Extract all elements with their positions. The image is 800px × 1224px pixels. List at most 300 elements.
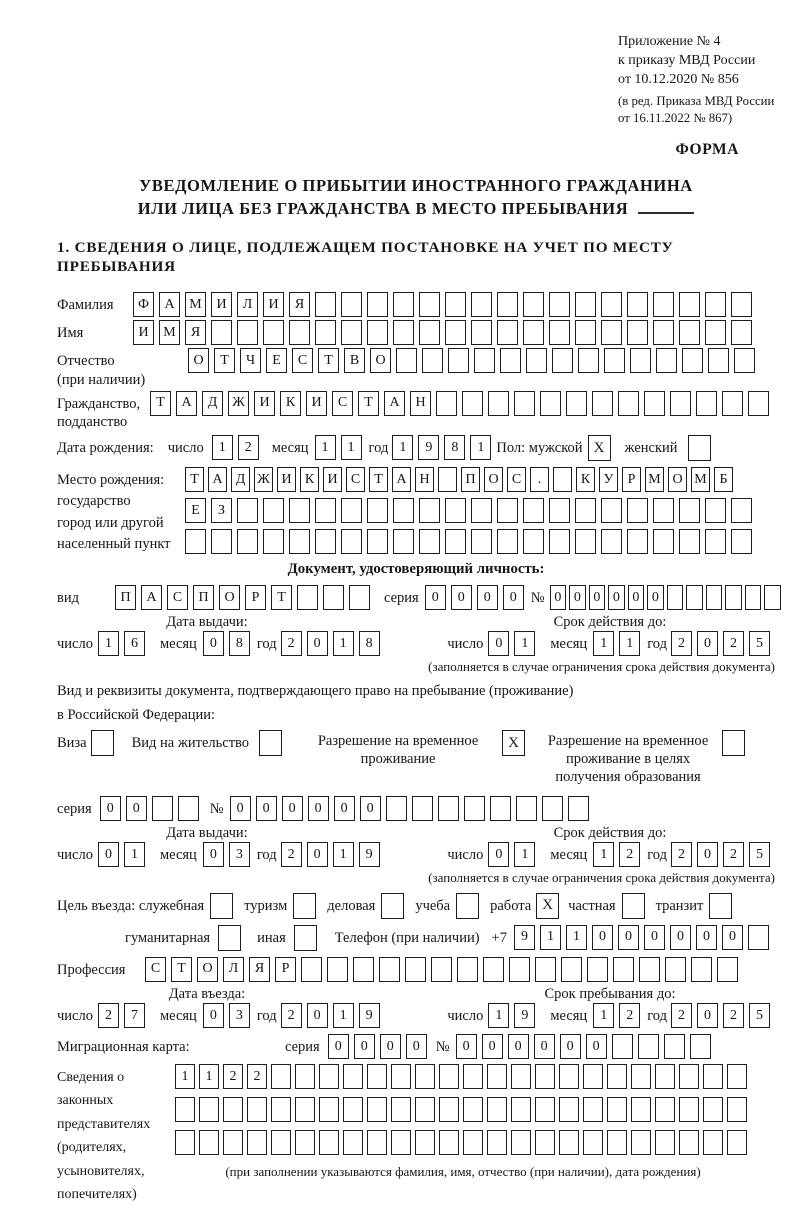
char-cell[interactable] [474, 348, 495, 373]
char-cell[interactable] [656, 348, 677, 373]
char-cell[interactable]: 7 [124, 1003, 145, 1028]
char-cell[interactable]: 0 [307, 842, 328, 867]
char-cell[interactable]: 5 [749, 1003, 770, 1028]
char-cell[interactable]: П [461, 467, 480, 492]
char-cell[interactable]: 1 [488, 1003, 509, 1028]
char-cell[interactable] [223, 1097, 243, 1122]
char-cell[interactable] [553, 467, 572, 492]
char-cell[interactable] [559, 1130, 579, 1155]
char-cell[interactable] [607, 1130, 627, 1155]
char-cell[interactable] [463, 1130, 483, 1155]
char-cell[interactable] [175, 1097, 195, 1122]
char-cell[interactable]: 0 [647, 585, 664, 610]
char-cell[interactable] [703, 1130, 723, 1155]
char-cell[interactable]: 0 [126, 796, 147, 821]
char-cell[interactable] [263, 498, 284, 523]
char-cell[interactable]: 0 [697, 631, 718, 656]
char-cell[interactable] [471, 320, 492, 345]
char-cell[interactable] [343, 1064, 363, 1089]
char-cell[interactable] [367, 498, 388, 523]
char-cell[interactable]: 2 [619, 1003, 640, 1028]
char-cell[interactable] [725, 585, 742, 610]
char-cell[interactable]: Т [214, 348, 235, 373]
char-cell[interactable]: 2 [247, 1064, 267, 1089]
char-cell[interactable] [445, 320, 466, 345]
char-cell[interactable] [587, 957, 608, 982]
char-cell[interactable]: И [323, 467, 342, 492]
char-cell[interactable] [175, 1130, 195, 1155]
char-cell[interactable] [535, 957, 556, 982]
char-cell[interactable] [511, 1130, 531, 1155]
char-cell[interactable] [604, 348, 625, 373]
char-cell[interactable]: 1 [212, 435, 233, 460]
char-cell[interactable]: 5 [749, 842, 770, 867]
char-cell[interactable]: 0 [586, 1034, 607, 1059]
char-cell[interactable]: А [208, 467, 227, 492]
char-cell[interactable]: 1 [593, 1003, 614, 1028]
char-cell[interactable] [223, 1130, 243, 1155]
char-cell[interactable] [445, 529, 466, 554]
char-cell[interactable]: И [211, 292, 232, 317]
checkbox-cell[interactable]: X [502, 730, 525, 756]
char-cell[interactable] [542, 796, 563, 821]
char-cell[interactable]: 1 [619, 631, 640, 656]
char-cell[interactable] [323, 585, 344, 610]
char-cell[interactable]: Т [271, 585, 292, 610]
char-cell[interactable]: 2 [238, 435, 259, 460]
char-cell[interactable] [315, 529, 336, 554]
char-cell[interactable] [613, 957, 634, 982]
char-cell[interactable]: 1 [514, 842, 535, 867]
char-cell[interactable]: С [145, 957, 166, 982]
char-cell[interactable]: Т [358, 391, 379, 416]
char-cell[interactable] [419, 498, 440, 523]
char-cell[interactable] [549, 292, 570, 317]
char-cell[interactable] [271, 1097, 291, 1122]
char-cell[interactable] [419, 320, 440, 345]
char-cell[interactable] [341, 292, 362, 317]
char-cell[interactable]: 0 [380, 1034, 401, 1059]
char-cell[interactable] [419, 529, 440, 554]
char-cell[interactable]: 8 [229, 631, 250, 656]
char-cell[interactable] [405, 957, 426, 982]
char-cell[interactable] [627, 320, 648, 345]
char-cell[interactable] [664, 1034, 685, 1059]
char-cell[interactable]: М [645, 467, 664, 492]
char-cell[interactable]: 2 [723, 1003, 744, 1028]
char-cell[interactable] [271, 1130, 291, 1155]
char-cell[interactable] [319, 1064, 339, 1089]
char-cell[interactable] [295, 1130, 315, 1155]
char-cell[interactable]: 0 [282, 796, 303, 821]
char-cell[interactable] [237, 529, 258, 554]
char-cell[interactable] [705, 320, 726, 345]
checkbox-cell[interactable] [709, 893, 732, 919]
char-cell[interactable]: А [141, 585, 162, 610]
char-cell[interactable]: С [332, 391, 353, 416]
char-cell[interactable]: 2 [281, 1003, 302, 1028]
char-cell[interactable]: 0 [697, 842, 718, 867]
char-cell[interactable] [727, 1064, 747, 1089]
char-cell[interactable] [601, 529, 622, 554]
char-cell[interactable]: 2 [671, 842, 692, 867]
char-cell[interactable]: 0 [644, 925, 665, 950]
char-cell[interactable] [696, 391, 717, 416]
char-cell[interactable] [341, 529, 362, 554]
char-cell[interactable] [653, 498, 674, 523]
char-cell[interactable] [691, 957, 712, 982]
char-cell[interactable]: Т [318, 348, 339, 373]
char-cell[interactable] [653, 320, 674, 345]
char-cell[interactable] [627, 498, 648, 523]
char-cell[interactable] [583, 1097, 603, 1122]
char-cell[interactable] [705, 292, 726, 317]
char-cell[interactable]: Ч [240, 348, 261, 373]
char-cell[interactable] [343, 1097, 363, 1122]
char-cell[interactable] [462, 391, 483, 416]
char-cell[interactable] [644, 391, 665, 416]
char-cell[interactable]: 1 [315, 435, 336, 460]
char-cell[interactable] [178, 796, 199, 821]
char-cell[interactable] [367, 529, 388, 554]
char-cell[interactable]: О [188, 348, 209, 373]
char-cell[interactable]: 0 [569, 585, 586, 610]
char-cell[interactable]: Т [150, 391, 171, 416]
char-cell[interactable] [487, 1097, 507, 1122]
char-cell[interactable] [764, 585, 781, 610]
char-cell[interactable] [301, 957, 322, 982]
char-cell[interactable] [500, 348, 521, 373]
char-cell[interactable]: 2 [723, 631, 744, 656]
char-cell[interactable]: 0 [425, 585, 446, 610]
char-cell[interactable] [211, 529, 232, 554]
char-cell[interactable]: Н [410, 391, 431, 416]
char-cell[interactable]: Т [369, 467, 388, 492]
char-cell[interactable] [607, 1097, 627, 1122]
char-cell[interactable]: 0 [589, 585, 606, 610]
char-cell[interactable]: 1 [199, 1064, 219, 1089]
char-cell[interactable] [463, 1097, 483, 1122]
char-cell[interactable]: 2 [223, 1064, 243, 1089]
char-cell[interactable]: А [384, 391, 405, 416]
char-cell[interactable]: Е [185, 498, 206, 523]
char-cell[interactable] [514, 391, 535, 416]
char-cell[interactable]: . [530, 467, 549, 492]
char-cell[interactable] [367, 1130, 387, 1155]
char-cell[interactable]: 0 [98, 842, 119, 867]
char-cell[interactable] [419, 292, 440, 317]
char-cell[interactable] [679, 292, 700, 317]
char-cell[interactable]: И [254, 391, 275, 416]
char-cell[interactable]: 2 [671, 631, 692, 656]
char-cell[interactable] [415, 1064, 435, 1089]
char-cell[interactable] [211, 320, 232, 345]
char-cell[interactable] [463, 1064, 483, 1089]
char-cell[interactable] [549, 529, 570, 554]
char-cell[interactable] [745, 585, 762, 610]
char-cell[interactable] [575, 498, 596, 523]
char-cell[interactable]: 9 [418, 435, 439, 460]
char-cell[interactable] [445, 498, 466, 523]
char-cell[interactable]: С [346, 467, 365, 492]
checkbox-cell[interactable] [210, 893, 233, 919]
char-cell[interactable]: 0 [477, 585, 498, 610]
char-cell[interactable] [439, 1064, 459, 1089]
char-cell[interactable]: 8 [444, 435, 465, 460]
char-cell[interactable]: 2 [671, 1003, 692, 1028]
char-cell[interactable] [631, 1064, 651, 1089]
char-cell[interactable] [655, 1097, 675, 1122]
checkbox-cell[interactable]: X [588, 435, 611, 461]
checkbox-cell[interactable] [218, 925, 241, 951]
char-cell[interactable]: 0 [618, 925, 639, 950]
char-cell[interactable] [583, 1064, 603, 1089]
char-cell[interactable]: И [133, 320, 154, 345]
char-cell[interactable]: О [484, 467, 503, 492]
char-cell[interactable]: 0 [256, 796, 277, 821]
char-cell[interactable] [448, 348, 469, 373]
char-cell[interactable]: М [185, 292, 206, 317]
char-cell[interactable] [568, 796, 589, 821]
char-cell[interactable]: 0 [503, 585, 524, 610]
char-cell[interactable]: А [159, 292, 180, 317]
char-cell[interactable] [315, 498, 336, 523]
char-cell[interactable]: 2 [723, 842, 744, 867]
char-cell[interactable] [535, 1097, 555, 1122]
char-cell[interactable] [734, 348, 755, 373]
char-cell[interactable]: Я [185, 320, 206, 345]
char-cell[interactable]: 1 [470, 435, 491, 460]
char-cell[interactable]: О [197, 957, 218, 982]
char-cell[interactable] [247, 1130, 267, 1155]
char-cell[interactable] [289, 498, 310, 523]
char-cell[interactable]: Т [171, 957, 192, 982]
char-cell[interactable]: З [211, 498, 232, 523]
char-cell[interactable] [289, 320, 310, 345]
char-cell[interactable]: С [292, 348, 313, 373]
char-cell[interactable] [655, 1130, 675, 1155]
char-cell[interactable] [457, 957, 478, 982]
char-cell[interactable]: 0 [230, 796, 251, 821]
char-cell[interactable]: 0 [451, 585, 472, 610]
char-cell[interactable] [319, 1130, 339, 1155]
char-cell[interactable] [487, 1064, 507, 1089]
char-cell[interactable]: Р [275, 957, 296, 982]
char-cell[interactable]: О [370, 348, 391, 373]
char-cell[interactable] [438, 467, 457, 492]
char-cell[interactable]: 9 [359, 842, 380, 867]
char-cell[interactable]: 0 [360, 796, 381, 821]
char-cell[interactable] [497, 292, 518, 317]
checkbox-cell[interactable] [456, 893, 479, 919]
char-cell[interactable]: Л [237, 292, 258, 317]
char-cell[interactable] [748, 925, 769, 950]
char-cell[interactable] [509, 957, 530, 982]
char-cell[interactable] [295, 1064, 315, 1089]
char-cell[interactable]: 1 [341, 435, 362, 460]
char-cell[interactable]: Р [622, 467, 641, 492]
char-cell[interactable] [566, 391, 587, 416]
checkbox-cell[interactable] [293, 893, 316, 919]
char-cell[interactable] [705, 498, 726, 523]
char-cell[interactable] [731, 292, 752, 317]
char-cell[interactable] [271, 1064, 291, 1089]
char-cell[interactable] [686, 585, 703, 610]
char-cell[interactable] [653, 292, 674, 317]
char-cell[interactable] [679, 1130, 699, 1155]
char-cell[interactable]: П [115, 585, 136, 610]
char-cell[interactable] [511, 1064, 531, 1089]
char-cell[interactable] [379, 957, 400, 982]
char-cell[interactable] [438, 796, 459, 821]
char-cell[interactable] [631, 1130, 651, 1155]
char-cell[interactable]: О [219, 585, 240, 610]
char-cell[interactable]: 1 [392, 435, 413, 460]
char-cell[interactable] [289, 529, 310, 554]
char-cell[interactable]: Е [266, 348, 287, 373]
char-cell[interactable] [578, 348, 599, 373]
char-cell[interactable] [731, 529, 752, 554]
char-cell[interactable]: С [167, 585, 188, 610]
char-cell[interactable] [523, 320, 544, 345]
char-cell[interactable] [487, 1130, 507, 1155]
char-cell[interactable]: 1 [593, 842, 614, 867]
char-cell[interactable] [319, 1097, 339, 1122]
char-cell[interactable]: Б [714, 467, 733, 492]
char-cell[interactable]: Л [223, 957, 244, 982]
char-cell[interactable] [561, 957, 582, 982]
char-cell[interactable] [464, 796, 485, 821]
checkbox-cell[interactable] [622, 893, 645, 919]
char-cell[interactable]: И [306, 391, 327, 416]
char-cell[interactable] [690, 1034, 711, 1059]
char-cell[interactable]: 1 [566, 925, 587, 950]
char-cell[interactable] [488, 391, 509, 416]
char-cell[interactable] [523, 292, 544, 317]
char-cell[interactable]: 0 [592, 925, 613, 950]
char-cell[interactable]: 6 [124, 631, 145, 656]
char-cell[interactable] [703, 1097, 723, 1122]
checkbox-cell[interactable] [91, 730, 114, 756]
char-cell[interactable]: Н [415, 467, 434, 492]
char-cell[interactable] [682, 348, 703, 373]
char-cell[interactable]: Д [202, 391, 223, 416]
char-cell[interactable]: 0 [203, 631, 224, 656]
char-cell[interactable] [199, 1130, 219, 1155]
char-cell[interactable] [422, 348, 443, 373]
char-cell[interactable] [353, 957, 374, 982]
char-cell[interactable]: 1 [540, 925, 561, 950]
char-cell[interactable]: 0 [203, 842, 224, 867]
char-cell[interactable] [583, 1130, 603, 1155]
char-cell[interactable] [731, 320, 752, 345]
char-cell[interactable] [559, 1097, 579, 1122]
char-cell[interactable]: А [176, 391, 197, 416]
char-cell[interactable] [665, 957, 686, 982]
char-cell[interactable]: 1 [514, 631, 535, 656]
char-cell[interactable]: 0 [482, 1034, 503, 1059]
char-cell[interactable] [705, 529, 726, 554]
char-cell[interactable] [471, 292, 492, 317]
char-cell[interactable] [391, 1097, 411, 1122]
char-cell[interactable] [679, 1064, 699, 1089]
char-cell[interactable] [535, 1130, 555, 1155]
char-cell[interactable] [439, 1097, 459, 1122]
char-cell[interactable]: 1 [333, 1003, 354, 1028]
char-cell[interactable] [295, 1097, 315, 1122]
char-cell[interactable] [722, 391, 743, 416]
char-cell[interactable]: М [691, 467, 710, 492]
char-cell[interactable] [349, 585, 370, 610]
char-cell[interactable] [612, 1034, 633, 1059]
char-cell[interactable]: К [576, 467, 595, 492]
char-cell[interactable]: 0 [328, 1034, 349, 1059]
char-cell[interactable]: 3 [229, 1003, 250, 1028]
char-cell[interactable] [717, 957, 738, 982]
char-cell[interactable] [575, 320, 596, 345]
char-cell[interactable] [439, 1130, 459, 1155]
char-cell[interactable] [601, 498, 622, 523]
char-cell[interactable]: Р [245, 585, 266, 610]
char-cell[interactable] [679, 529, 700, 554]
char-cell[interactable]: 8 [359, 631, 380, 656]
char-cell[interactable] [297, 585, 318, 610]
char-cell[interactable] [341, 320, 362, 345]
char-cell[interactable]: 0 [608, 585, 625, 610]
char-cell[interactable] [731, 498, 752, 523]
char-cell[interactable] [237, 320, 258, 345]
char-cell[interactable] [391, 1064, 411, 1089]
checkbox-cell[interactable] [722, 730, 745, 756]
char-cell[interactable]: 0 [697, 1003, 718, 1028]
char-cell[interactable]: 0 [308, 796, 329, 821]
char-cell[interactable] [559, 1064, 579, 1089]
char-cell[interactable] [526, 348, 547, 373]
char-cell[interactable]: 1 [333, 842, 354, 867]
char-cell[interactable]: 0 [100, 796, 121, 821]
char-cell[interactable]: 0 [456, 1034, 477, 1059]
char-cell[interactable] [315, 292, 336, 317]
char-cell[interactable] [670, 391, 691, 416]
char-cell[interactable]: А [392, 467, 411, 492]
char-cell[interactable] [549, 320, 570, 345]
char-cell[interactable] [263, 320, 284, 345]
char-cell[interactable] [415, 1097, 435, 1122]
char-cell[interactable] [412, 796, 433, 821]
char-cell[interactable] [631, 1097, 651, 1122]
char-cell[interactable]: 0 [696, 925, 717, 950]
char-cell[interactable] [552, 348, 573, 373]
char-cell[interactable] [327, 957, 348, 982]
char-cell[interactable]: К [300, 467, 319, 492]
char-cell[interactable] [396, 348, 417, 373]
char-cell[interactable] [315, 320, 336, 345]
char-cell[interactable]: 2 [619, 842, 640, 867]
char-cell[interactable] [497, 320, 518, 345]
char-cell[interactable] [247, 1097, 267, 1122]
char-cell[interactable] [152, 796, 173, 821]
char-cell[interactable]: С [507, 467, 526, 492]
char-cell[interactable] [393, 292, 414, 317]
char-cell[interactable]: Я [249, 957, 270, 982]
char-cell[interactable]: 1 [175, 1064, 195, 1089]
char-cell[interactable]: Ж [228, 391, 249, 416]
char-cell[interactable] [627, 292, 648, 317]
char-cell[interactable]: 0 [488, 631, 509, 656]
char-cell[interactable]: 0 [203, 1003, 224, 1028]
char-cell[interactable]: 9 [514, 1003, 535, 1028]
char-cell[interactable] [535, 1064, 555, 1089]
